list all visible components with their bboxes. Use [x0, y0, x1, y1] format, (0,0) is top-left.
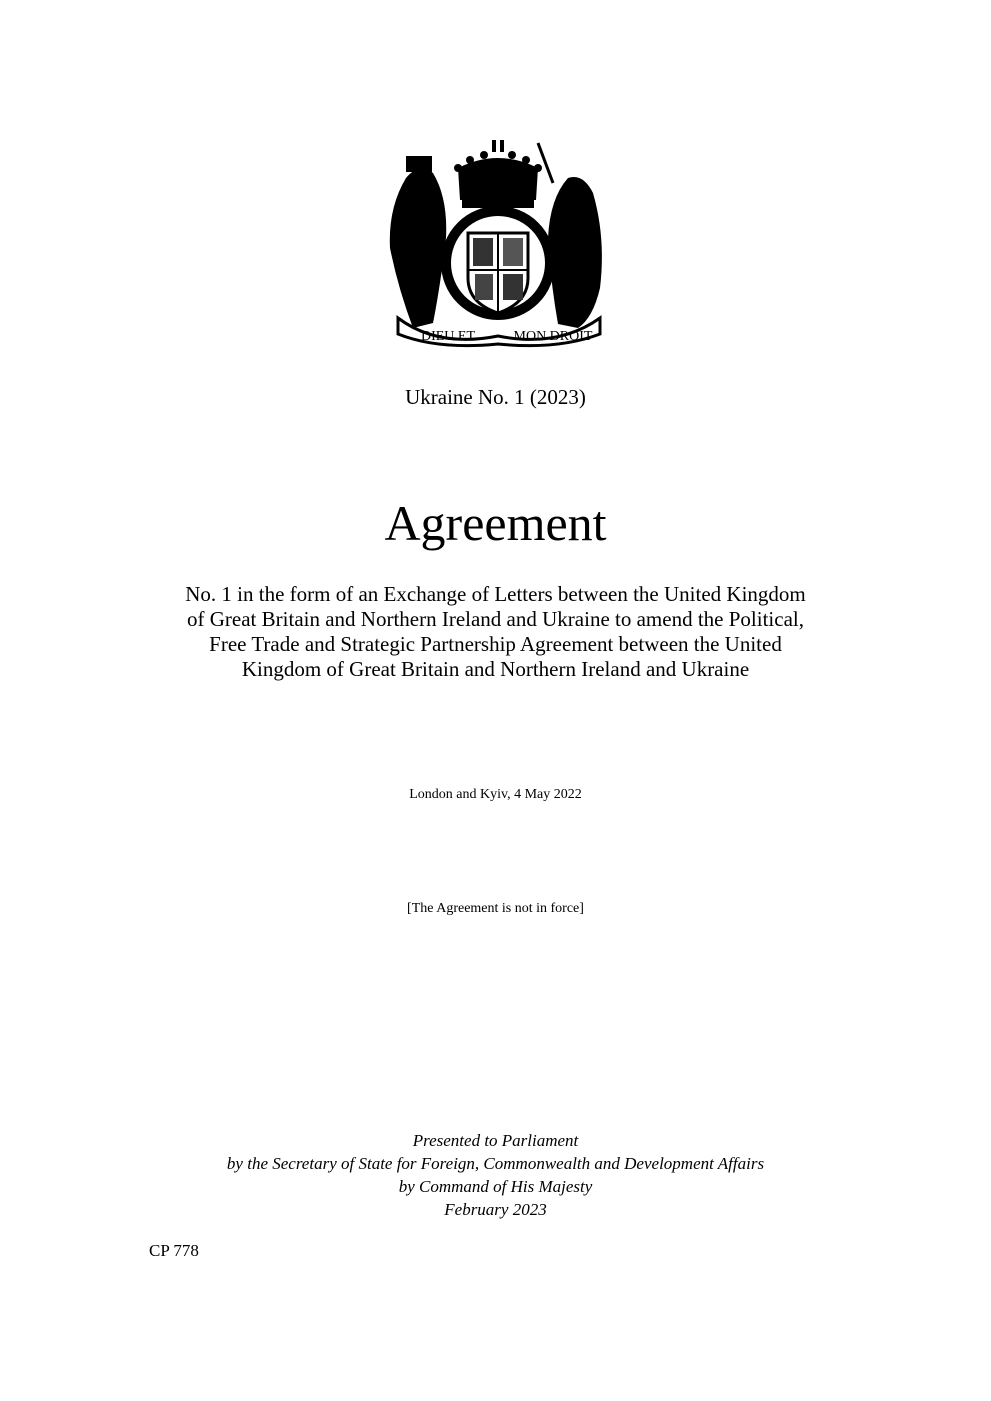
series-number: Ukraine No. 1 (2023)	[405, 385, 586, 409]
svg-text:MON DROIT: MON DROIT	[513, 329, 593, 344]
place-and-date: London and Kyiv, 4 May 2022	[409, 787, 582, 802]
subtitle-line: of Great Britain and Northern Ireland and Ukraine to amend the Political,	[187, 607, 804, 631]
page-title: Agreement	[384, 495, 607, 551]
royal-coat-of-arms-icon	[378, 138, 618, 350]
command-paper-number: CP 778	[149, 1241, 199, 1260]
presented-line: by the Secretary of State for Foreign, Commonwealth and Development Affairs	[226, 1154, 765, 1173]
presented-line: Presented to Parliament	[412, 1131, 579, 1150]
agreement-subtitle	[140, 582, 851, 682]
svg-text:DIEU ET: DIEU ET	[420, 329, 476, 344]
presented-line: by Command of His Majesty	[398, 1177, 593, 1196]
subtitle-line: Kingdom of Great Britain and Northern Ireland and Ukraine	[241, 657, 750, 681]
status-note: [The Agreement is not in force]	[407, 901, 584, 916]
presented-line: February 2023	[444, 1200, 547, 1219]
presentation-statement	[0, 1129, 991, 1221]
subtitle-line: Free Trade and Strategic Partnership Agreement between the United	[209, 632, 782, 656]
subtitle-line: No. 1 in the form of an Exchange of Letters between the United Kingdom	[185, 582, 806, 606]
